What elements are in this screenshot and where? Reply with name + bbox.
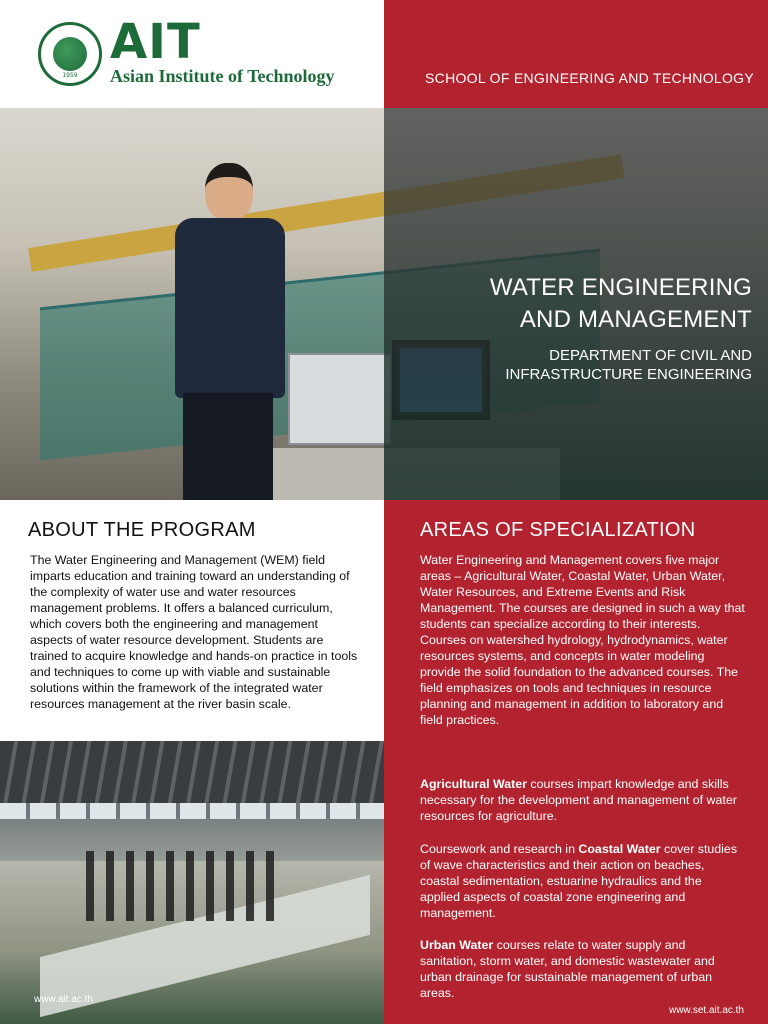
lab-roof (0, 741, 384, 811)
set-url[interactable]: www.set.ait.ac.th (668, 1005, 744, 1016)
urban-water-paragraph: Urban Water courses relate to water supply and sanitation, storm water, and domestic wastewater and urban drainage for sustainable management of urban areas. (420, 938, 715, 1000)
areas-intro-paragraph: Water Engineering and Management covers five major areas – Agricultural Water, Coastal Water, Urban Water, Water Resources, and Extreme Events and Risk Management. The courses are designed in such a way that students can specialize according to their interests. Courses on watershed hydrology, hydrodynamics, water resources systems, and concepts in water modeling provide the solid foundation to the advanced courses. The field emphasizes on tools and techniques in resource planning and management in addition to laboratory and field practices. (420, 553, 745, 727)
department-line1: DEPARTMENT OF CIVIL AND (549, 347, 752, 364)
researcher-figure (165, 163, 300, 500)
lab-windows (0, 803, 384, 819)
program-title-line2: AND MANAGEMENT (519, 306, 752, 333)
ait-url[interactable]: www.ait.ac.th (34, 994, 93, 1005)
about-body: The Water Engineering and Management (WEM) field imparts education and training toward an understanding of the complexity of water use and water resources management problems. It offers a balanced curriculum, which covers both the engineering and management aspects of water resource development. Students are trained to acquire knowledge and hands-on practice in tools and techniques to come up with viable and sustainable solutions within the framework of the integrated water resources management at the river basin scale. (30, 553, 358, 711)
areas-heading: AREAS OF SPECIALIZATION (420, 519, 696, 541)
about-heading: ABOUT THE PROGRAM (28, 519, 256, 541)
ait-seal-logo (38, 22, 102, 86)
program-title-line1: WATER ENGINEERING (489, 274, 752, 301)
ait-logo-word: AIT (110, 14, 201, 70)
seal-year: 1959 (62, 72, 78, 79)
ait-logo-subtitle: Asian Institute of Technology (110, 66, 335, 86)
hydraulics-lab-photo (0, 741, 384, 1024)
agricultural-water-paragraph: Agricultural Water courses impart knowledge and skills necessary for the development and management of water resources for agriculture. (420, 777, 737, 823)
school-name: SCHOOL OF ENGINEERING AND TECHNOLOGY (425, 70, 754, 86)
department-line2: INFRASTRUCTURE ENGINEERING (505, 366, 752, 383)
lab-instrument (288, 353, 392, 445)
coastal-water-paragraph: Coursework and research in Coastal Water cover studies of wave characteristics and their action on beaches, coastal sedimentation, estuarine hydraulics and the applied aspects of coastal zone engineering and management. (420, 842, 738, 920)
program-title (440, 272, 752, 336)
visitor-group (86, 851, 276, 921)
globe-icon (53, 37, 87, 71)
department-title (440, 346, 752, 384)
